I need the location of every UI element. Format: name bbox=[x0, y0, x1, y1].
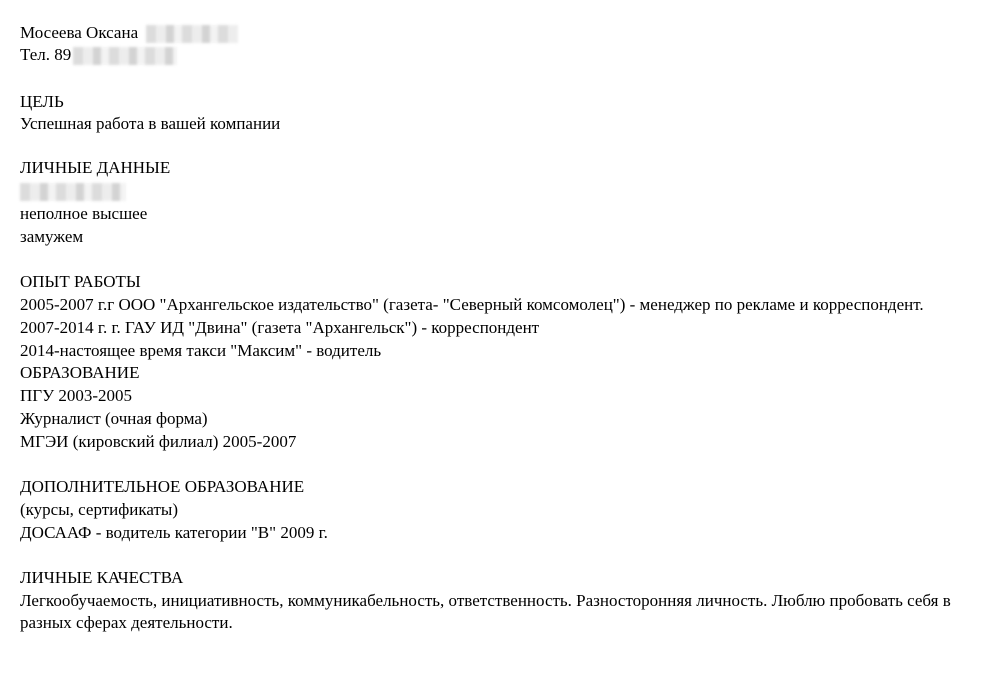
education-heading: ОБРАЗОВАНИЕ bbox=[20, 363, 140, 382]
goal-text: Успешная работа в вашей компании bbox=[20, 114, 281, 133]
contact-phone-line bbox=[20, 44, 177, 66]
contact-name-line bbox=[20, 22, 238, 44]
contact-phone: Тел. 89 bbox=[20, 45, 72, 64]
additional-education-item: ДОСААФ - водитель категории "В" 2009 г. bbox=[20, 523, 328, 542]
redacted-phone bbox=[73, 47, 177, 65]
redacted-surname bbox=[146, 25, 238, 43]
additional-education-heading: ДОПОЛНИТЕЛЬНОЕ ОБРАЗОВАНИЕ bbox=[20, 477, 305, 496]
goal-heading: ЦЕЛЬ bbox=[20, 92, 64, 111]
experience-item: 2007-2014 г. г. ГАУ ИД "Двина" (газета "Архангельск") - корреспондент bbox=[20, 318, 540, 337]
personal-heading: ЛИЧНЫЕ ДАННЫЕ bbox=[20, 158, 171, 177]
education-level: неполное высшее bbox=[20, 204, 148, 223]
experience-item: 2005-2007 г.г ООО "Архангельское издательство" (газета- "Северный комсомолец") - менеджер по рекламе и корреспондент. bbox=[20, 295, 924, 314]
qualities-heading: ЛИЧНЫЕ КАЧЕСТВА bbox=[20, 568, 184, 587]
contact-name: Мосеева Оксана bbox=[20, 23, 139, 42]
experience-item: 2014-настоящее время такси "Максим" - водитель bbox=[20, 341, 382, 360]
qualities-text: Легкообучаемость, инициативность, коммуникабельность, ответственность. Разносторонняя личность. Люблю пробовать себя в разных сферах деятельности. bbox=[20, 591, 951, 632]
redacted-personal-info bbox=[20, 183, 126, 201]
education-item: МГЭИ (кировский филиал) 2005-2007 bbox=[20, 432, 297, 451]
additional-education-item: (курсы, сертификаты) bbox=[20, 500, 178, 519]
marital-status: замужем bbox=[20, 227, 84, 246]
education-item: Журналист (очная форма) bbox=[20, 409, 208, 428]
experience-heading: ОПЫТ РАБОТЫ bbox=[20, 272, 141, 291]
education-item: ПГУ 2003-2005 bbox=[20, 386, 133, 405]
personal-redacted-line bbox=[20, 180, 126, 202]
